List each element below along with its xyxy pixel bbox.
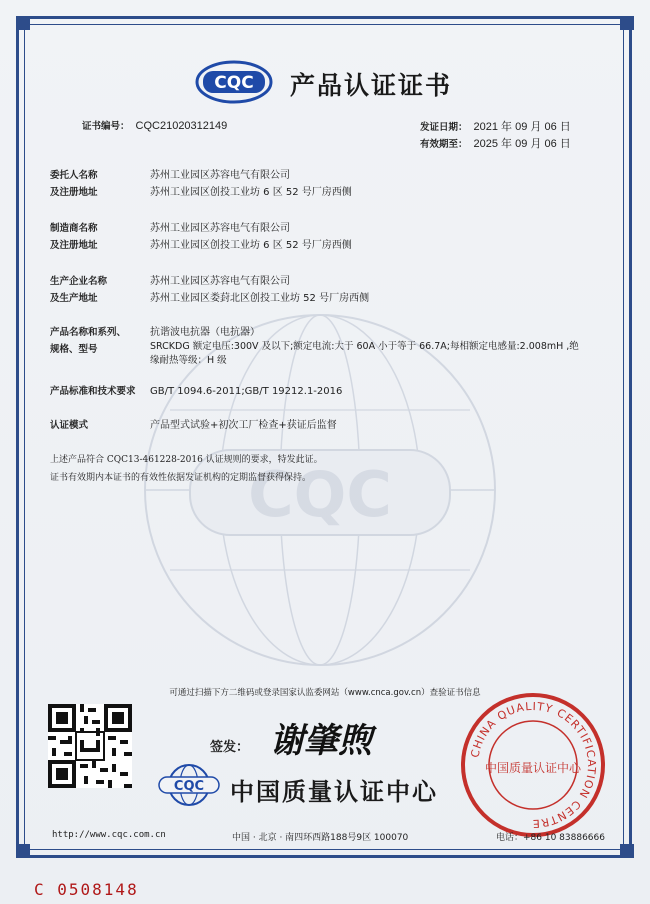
corner-ornament [620, 16, 634, 30]
field-label: 认证模式 [50, 420, 89, 431]
field-label: 产品标准和技术要求 [50, 386, 136, 397]
field-label: 及注册地址 [50, 240, 98, 251]
signature-image [266, 714, 396, 764]
qr-code-icon[interactable] [48, 704, 132, 788]
field-value: 苏州工业园区娄葑北区创投工业坊 52 号厂房西侧 [150, 293, 370, 304]
issue-date [420, 118, 571, 134]
field-value: 产品型式试验+初次工厂检查+获证后监督 [150, 420, 337, 431]
cqc-logo-icon [195, 60, 273, 104]
issuer-name: 中国质量认证中心 [230, 778, 438, 806]
svg-text:CQC: CQC [214, 73, 254, 93]
issue-date-label: 发证日期： [420, 122, 468, 133]
valid-until-value: 2025 年 09 月 06 日 [473, 138, 571, 150]
verification-note: 可通过扫描下方二维码或登录国家认监委网站（www.cnca.gov.cn）查验证书信息 [169, 688, 481, 698]
field-value: GB/T 1094.6-2011;GB/T 19212.1-2016 [150, 386, 343, 397]
seal-inner-text: 中国质量认证中心 [484, 761, 582, 775]
issuer-logo-text: CQC [173, 779, 205, 794]
serial-number: C 0508148 [34, 880, 139, 899]
signature-label: 签发： [210, 740, 250, 755]
valid-until-label: 有效期至： [420, 139, 468, 150]
signature-text: 谢肇煦 [270, 721, 372, 761]
product-name: 抗谐波电抗器（电抗器） [150, 327, 260, 338]
field-value: 苏州工业园区苏容电气有限公司 [150, 170, 290, 181]
corner-ornament [620, 844, 634, 858]
field-manufacturer [50, 221, 610, 255]
certificate-header [0, 58, 650, 108]
field-label: 委托人名称 [50, 170, 98, 181]
svg-text:CQC: CQC [248, 458, 392, 531]
cqc-logo-icon [155, 763, 223, 807]
product-spec: 缘耐热等级：H 级 [150, 355, 227, 366]
cert-number-label: 证书编号： [82, 121, 130, 132]
field-label: 生产企业名称 [50, 276, 108, 287]
field-value: 苏州工业园区苏容电气有限公司 [150, 276, 290, 287]
field-value: 苏州工业园区创投工业坊 6 区 52 号厂房西侧 [150, 240, 352, 251]
corner-ornament [16, 16, 30, 30]
field-product [50, 325, 610, 375]
footer-website[interactable]: http://www.cqc.com.cn [52, 830, 166, 840]
field-label: 产品名称和系列、 [50, 327, 127, 338]
field-entrusting-party [50, 168, 610, 202]
validity-note: 证书有效期内本证书的有效性依据发证机构的定期监督获得保持。 [50, 473, 312, 483]
footer-address: 中国 · 北京 · 南四环西路188号9区 100070 [232, 833, 409, 843]
seal-ring-text: CHINA QUALITY CERTIFICATION CENTRE [468, 699, 599, 831]
footer-phone: 电话：+86 10 83886666 [496, 833, 605, 843]
field-value: 苏州工业园区创投工业坊 6 区 52 号厂房西侧 [150, 187, 352, 198]
field-label: 制造商名称 [50, 223, 98, 234]
valid-until [420, 135, 571, 151]
corner-ornament [16, 844, 30, 858]
field-value: 苏州工业园区苏容电气有限公司 [150, 223, 290, 234]
field-label: 规格、型号 [50, 344, 98, 355]
cert-number [82, 118, 227, 132]
field-label: 及生产地址 [50, 293, 98, 304]
official-seal-icon [458, 690, 608, 840]
field-production-site [50, 274, 610, 308]
issue-date-value: 2021 年 09 月 06 日 [473, 121, 571, 133]
cert-number-value: CQC21020312149 [135, 120, 228, 132]
field-standard [50, 384, 610, 402]
field-label: 及注册地址 [50, 187, 98, 198]
conformity-note: 上述产品符合 CQC13-461228-2016 认证规则的要求，特发此证。 [50, 455, 323, 465]
page-title: 产品认证证书 [290, 71, 453, 100]
product-spec: SRCKDG 额定电压:300V 及以下;额定电流:大于 60A 小于等于 66.7A;每相额定电感量:2.008mH ,绝 [150, 341, 579, 352]
field-cert-mode [50, 418, 610, 436]
